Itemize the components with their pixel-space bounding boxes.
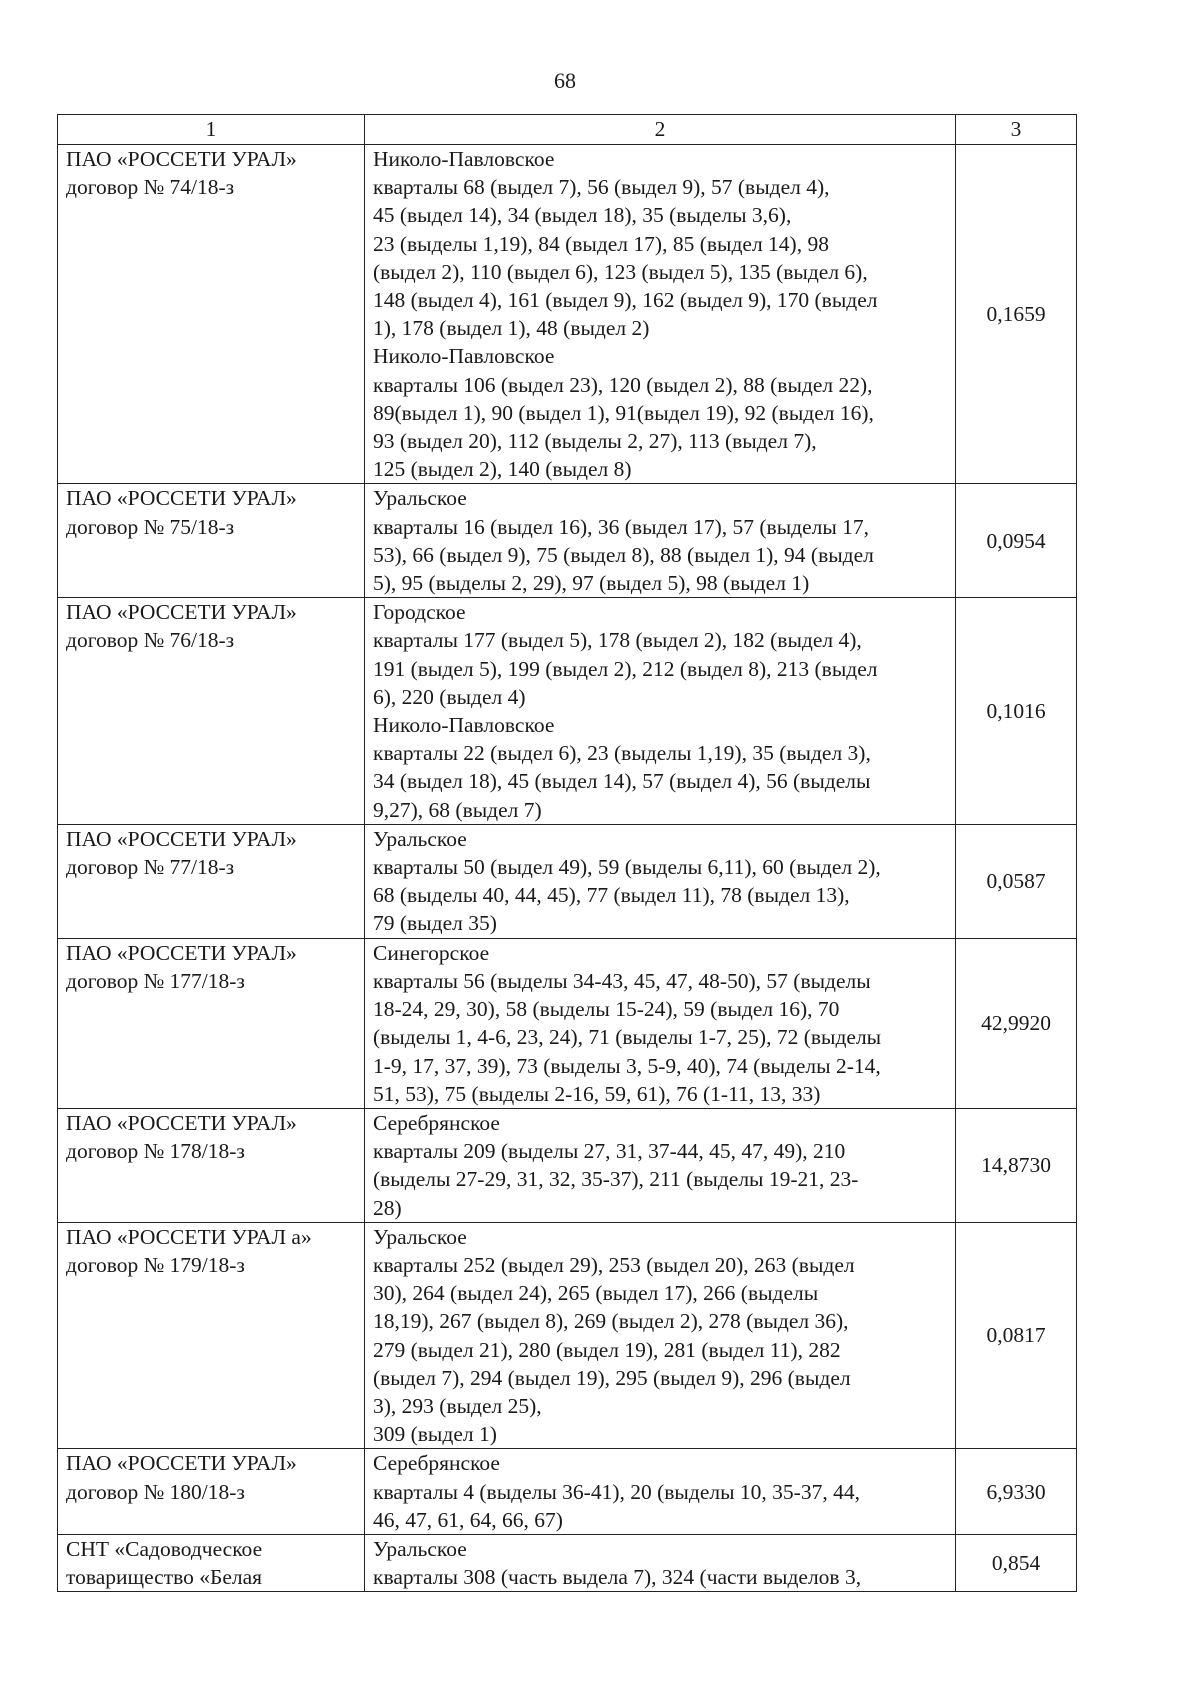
organization-line: договор № 76/18-з [66, 628, 235, 653]
organization-line: товарищество «Белая [66, 1565, 263, 1590]
organization-cell [58, 824, 365, 938]
description-line: (выдел 7), 294 (выдел 19), 295 (выдел 9), 296 (выдел [373, 1365, 851, 1390]
description-line: кварталы 50 (выдел 49), 59 (выделы 6,11), 60 (выдел 2), [373, 855, 881, 880]
organization-line: ПАО «РОССЕТИ УРАЛ» [66, 600, 297, 625]
description-line: (выдел 2), 110 (выдел 6), 123 (выдел 5), 135 (выдел 6), [373, 259, 868, 284]
organization-line: договор № 179/18-з [66, 1252, 245, 1277]
column-header-2: 2 [365, 115, 956, 145]
location-description-cell [365, 1534, 956, 1591]
description-line: кварталы 209 (выделы 27, 31, 37-44, 45, 47, 49), 210 [373, 1139, 846, 1164]
description-line: 9,27), 68 (выдел 7) [373, 797, 542, 822]
location-description-cell [365, 938, 956, 1108]
description-line: Николо-Павловское [373, 147, 555, 171]
area-value-cell: 0,0817 [956, 1222, 1077, 1449]
table-row [58, 1449, 1077, 1535]
description-line: кварталы 22 (выдел 6), 23 (выделы 1,19), 35 (выдел 3), [373, 741, 871, 766]
organization-line: ПАО «РОССЕТИ УРАЛ» [66, 486, 297, 511]
organization-line: СНТ «Садоводческое [66, 1536, 263, 1561]
organization-line: ПАО «РОССЕТИ УРАЛ» [66, 147, 297, 171]
description-line: Уральское [373, 826, 467, 851]
description-line: Николо-Павловское [373, 344, 555, 369]
description-line: 148 (выдел 4), 161 (выдел 9), 162 (выдел 9), 170 (выдел [373, 288, 878, 313]
area-value-cell: 0,1016 [956, 598, 1077, 825]
table-header-row [58, 115, 1077, 145]
description-line: кварталы 56 (выделы 34-43, 45, 47, 48-50), 57 (выделы [373, 968, 871, 993]
description-line: кварталы 177 (выдел 5), 178 (выдел 2), 182 (выдел 4), [373, 628, 862, 653]
organization-line: ПАО «РОССЕТИ УРАЛ» [66, 826, 297, 851]
organization-line: ПАО «РОССЕТИ УРАЛ» [66, 1110, 297, 1135]
table-row [58, 1222, 1077, 1449]
description-line: 53), 66 (выдел 9), 75 (выдел 8), 88 (выдел 1), 94 (выдел [373, 542, 874, 567]
organization-cell [58, 1449, 365, 1535]
table-row [58, 145, 1077, 484]
location-description-cell [365, 1108, 956, 1222]
description-line: 279 (выдел 21), 280 (выдел 19), 281 (выдел 11), 282 [373, 1337, 841, 1362]
description-line: Уральское [373, 1224, 467, 1249]
location-description-cell [365, 145, 956, 484]
organization-line: договор № 178/18-з [66, 1139, 245, 1164]
organization-line: договор № 74/18-з [66, 175, 235, 200]
table-row [58, 598, 1077, 825]
description-line: кварталы 16 (выдел 16), 36 (выдел 17), 57 (выделы 17, [373, 514, 870, 539]
description-line: 79 (выдел 35) [373, 911, 497, 936]
column-header-3: 3 [956, 115, 1077, 145]
description-line: 5), 95 (выделы 2, 29), 97 (выдел 5), 98 (выдел 1) [373, 571, 810, 596]
description-line: 30), 264 (выдел 24), 265 (выдел 17), 266 (выделы [373, 1281, 819, 1306]
organization-cell [58, 1108, 365, 1222]
table-row [58, 824, 1077, 938]
table-row [58, 484, 1077, 598]
organization-line: договор № 77/18-з [66, 855, 235, 880]
description-line: кварталы 106 (выдел 23), 120 (выдел 2), 88 (выдел 22), [373, 372, 873, 397]
organization-line: ПАО «РОССЕТИ УРАЛ» [66, 940, 297, 965]
organization-line: ПАО «РОССЕТИ УРАЛ» [66, 1451, 297, 1476]
description-line: 18,19), 267 (выдел 8), 269 (выдел 2), 278 (выдел 36), [373, 1309, 849, 1334]
organization-cell [58, 145, 365, 484]
description-line: кварталы 4 (выделы 36-41), 20 (выделы 10, 35-37, 44, [373, 1479, 860, 1504]
location-description-cell [365, 484, 956, 598]
column-header-1: 1 [58, 115, 365, 145]
area-value-cell: 42,9920 [956, 938, 1077, 1108]
description-line: 1-9, 17, 37, 39), 73 (выделы 3, 5-9, 40), 74 (выделы 2-14, [373, 1053, 881, 1078]
area-value-cell: 0,0587 [956, 824, 1077, 938]
description-line: Николо-Павловское [373, 713, 555, 738]
description-line: 23 (выделы 1,19), 84 (выдел 17), 85 (выдел 14), 98 [373, 231, 829, 256]
description-line: 93 (выдел 20), 112 (выделы 2, 27), 113 (выдел 7), [373, 429, 817, 454]
description-line: кварталы 308 (часть выдела 7), 324 (части выделов 3, [373, 1565, 862, 1590]
description-line: Уральское [373, 486, 467, 511]
location-description-cell [365, 824, 956, 938]
description-line: Уральское [373, 1536, 467, 1561]
organization-line: договор № 177/18-з [66, 968, 245, 993]
description-line: кварталы 252 (выдел 29), 253 (выдел 20), 263 (выдел [373, 1252, 855, 1277]
location-description-cell [365, 1222, 956, 1449]
description-line: (выделы 27-29, 31, 32, 35-37), 211 (выделы 19-21, 23- [373, 1167, 859, 1192]
page-number: 68 [554, 68, 576, 93]
description-line: 51, 53), 75 (выделы 2-16, 59, 61), 76 (1-11, 13, 33) [373, 1081, 821, 1106]
description-line: 34 (выдел 18), 45 (выдел 14), 57 (выдел 4), 56 (выделы [373, 769, 871, 794]
description-line: 6), 220 (выдел 4) [373, 684, 526, 709]
area-value-cell: 14,8730 [956, 1108, 1077, 1222]
organization-cell [58, 484, 365, 598]
description-line: 89(выдел 1), 90 (выдел 1), 91(выдел 19), 92 (выдел 16), [373, 400, 874, 425]
description-line: 68 (выделы 40, 44, 45), 77 (выдел 11), 78 (выдел 13), [373, 883, 850, 908]
allocation-table [57, 114, 1077, 1592]
table-row [58, 938, 1077, 1108]
location-description-cell [365, 598, 956, 825]
description-line: Городское [373, 600, 466, 625]
location-description-cell [365, 1449, 956, 1535]
description-line: 125 (выдел 2), 140 (выдел 8) [373, 457, 632, 482]
organization-cell [58, 1534, 365, 1591]
description-line: 191 (выдел 5), 199 (выдел 2), 212 (выдел 8), 213 (выдел [373, 656, 878, 681]
organization-cell [58, 938, 365, 1108]
description-line: Синегорское [373, 940, 490, 965]
description-line: 3), 293 (выдел 25), [373, 1393, 542, 1418]
description-line: (выделы 1, 4-6, 23, 24), 71 (выделы 1-7, 25), 72 (выделы [373, 1025, 882, 1050]
description-line: 18-24, 29, 30), 58 (выделы 15-24), 59 (выдел 16), 70 [373, 997, 840, 1022]
organization-cell [58, 1222, 365, 1449]
area-value-cell: 0,1659 [956, 145, 1077, 484]
description-line: 46, 47, 61, 64, 66, 67) [373, 1507, 563, 1532]
area-value-cell: 0,854 [956, 1534, 1077, 1591]
area-value-cell: 0,0954 [956, 484, 1077, 598]
description-line: кварталы 68 (выдел 7), 56 (выдел 9), 57 (выдел 4), [373, 175, 830, 200]
organization-line: ПАО «РОССЕТИ УРАЛ а» [66, 1224, 312, 1249]
organization-cell [58, 598, 365, 825]
description-line: Серебрянское [373, 1110, 500, 1135]
organization-line: договор № 180/18-з [66, 1479, 245, 1504]
table-row [58, 1108, 1077, 1222]
description-line: Серебрянское [373, 1451, 500, 1476]
description-line: 309 (выдел 1) [373, 1422, 497, 1447]
description-line: 45 (выдел 14), 34 (выдел 18), 35 (выделы 3,6), [373, 203, 792, 228]
description-line: 1), 178 (выдел 1), 48 (выдел 2) [373, 316, 650, 341]
organization-line: договор № 75/18-з [66, 514, 235, 539]
area-value-cell: 6,9330 [956, 1449, 1077, 1535]
description-line: 28) [373, 1195, 402, 1220]
table-row [58, 1534, 1077, 1591]
